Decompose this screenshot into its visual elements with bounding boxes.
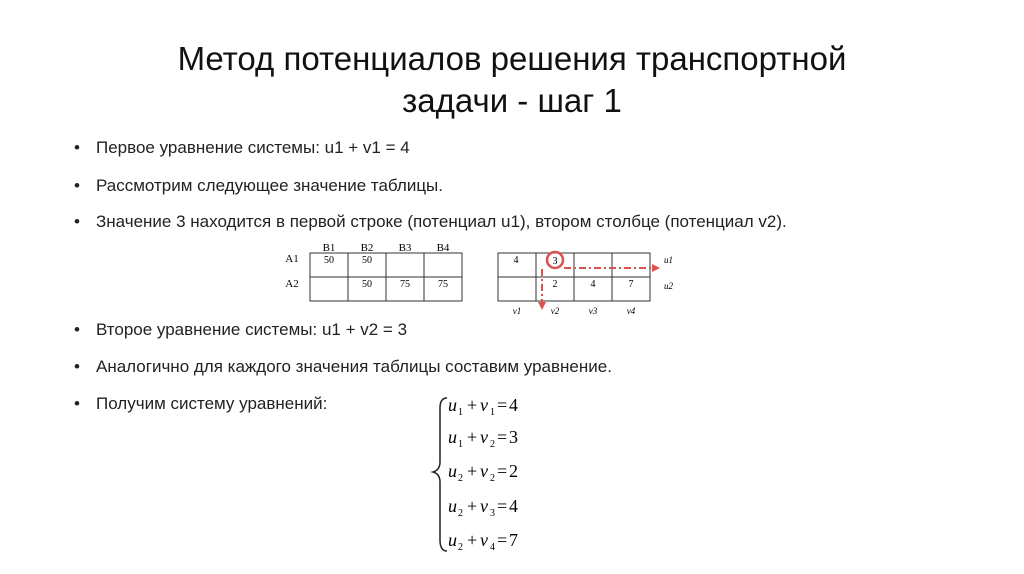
bullet-dot: • (74, 138, 80, 157)
bullet-dot: • (74, 394, 80, 413)
table-cell: 50 (362, 255, 372, 266)
col-potential: v2 (550, 306, 560, 316)
bullet-dot: • (74, 320, 80, 339)
arrow-head-right-icon (652, 264, 660, 272)
eq-v-index: 1 (490, 407, 495, 418)
arrow-head-down-icon (538, 302, 546, 310)
eq-rhs: 4 (509, 395, 518, 415)
eq-rhs: 7 (509, 530, 518, 550)
eq-plus: + (467, 395, 478, 415)
table-cell-highlighted: 3 (552, 256, 558, 267)
col-header: B3 (398, 242, 412, 254)
eq-plus: + (467, 461, 478, 481)
bullet-text: Получим систему уравнений: (96, 394, 328, 413)
bullet-dot: • (74, 212, 80, 231)
eq-u: u (448, 530, 457, 550)
equation-row (448, 427, 518, 450)
table-cell: 7 (628, 279, 634, 290)
eq-v: v (480, 461, 488, 481)
eq-v-index: 2 (490, 473, 495, 484)
eq-v: v (480, 395, 488, 415)
table-cell: 75 (438, 279, 448, 290)
col-header: B4 (436, 242, 450, 254)
eq-u: u (448, 395, 457, 415)
eq-v: v (480, 427, 488, 447)
row-potential: u1 (664, 255, 673, 265)
col-potential: v1 (512, 306, 522, 316)
eq-plus: + (467, 530, 478, 550)
col-header: B2 (360, 242, 374, 254)
row-header: A1 (285, 253, 299, 265)
equation-row (448, 496, 518, 519)
eq-rhs: 3 (509, 427, 518, 447)
eq-equals: = (497, 395, 508, 415)
table-cell: 4 (590, 279, 596, 290)
left-brace (433, 398, 447, 551)
eq-v: v (480, 496, 488, 516)
table-tariffs (498, 252, 674, 316)
row-header: A2 (285, 278, 299, 290)
eq-u-index: 2 (458, 508, 463, 519)
eq-plus: + (467, 496, 478, 516)
eq-equals: = (497, 530, 508, 550)
eq-u-index: 2 (458, 542, 463, 553)
equation-row (448, 461, 518, 484)
eq-plus: + (467, 427, 478, 447)
eq-v-index: 4 (490, 542, 495, 553)
title-line-1: Метод потенциалов решения транспортной (177, 40, 847, 77)
eq-u: u (448, 496, 457, 516)
table-cell: 50 (362, 279, 372, 290)
equation-system (433, 395, 518, 553)
eq-v: v (480, 530, 488, 550)
bullet-dot: • (74, 176, 80, 195)
eq-equals: = (497, 427, 508, 447)
table-allocation (285, 242, 462, 301)
bullet-text: Рассмотрим следующее значение таблицы. (96, 176, 443, 195)
equation-row (448, 395, 518, 418)
title-line-2: задачи - шаг 1 (402, 82, 622, 119)
eq-u-index: 1 (458, 439, 463, 450)
row-potential: u2 (664, 281, 673, 291)
table-cell: 2 (552, 279, 558, 290)
bullet-text: Первое уравнение системы: u1 + v1 = 4 (96, 138, 410, 157)
bullet-text: Второе уравнение системы: u1 + v2 = 3 (96, 320, 408, 339)
eq-v-index: 3 (490, 508, 495, 519)
bullet-dot: • (74, 357, 80, 376)
eq-u-index: 2 (458, 473, 463, 484)
eq-equals: = (497, 496, 508, 516)
table-cell: 75 (400, 279, 410, 290)
table-cell: 50 (324, 255, 334, 266)
bullet-text: Аналогично для каждого значения таблицы составим уравнение. (96, 357, 612, 376)
eq-rhs: 4 (509, 496, 518, 516)
eq-equals: = (497, 461, 508, 481)
eq-v-index: 2 (490, 439, 495, 450)
bullet-text: Значение 3 находится в первой строке (потенциал u1), втором столбце (потенциал v2). (96, 212, 787, 231)
eq-u: u (448, 461, 457, 481)
col-potential: v4 (626, 306, 636, 316)
eq-u-index: 1 (458, 407, 463, 418)
col-header: B1 (322, 242, 336, 254)
table-cell: 4 (513, 255, 519, 266)
eq-u: u (448, 427, 457, 447)
eq-rhs: 2 (509, 461, 518, 481)
col-potential: v3 (588, 306, 598, 316)
equation-row (448, 530, 518, 553)
